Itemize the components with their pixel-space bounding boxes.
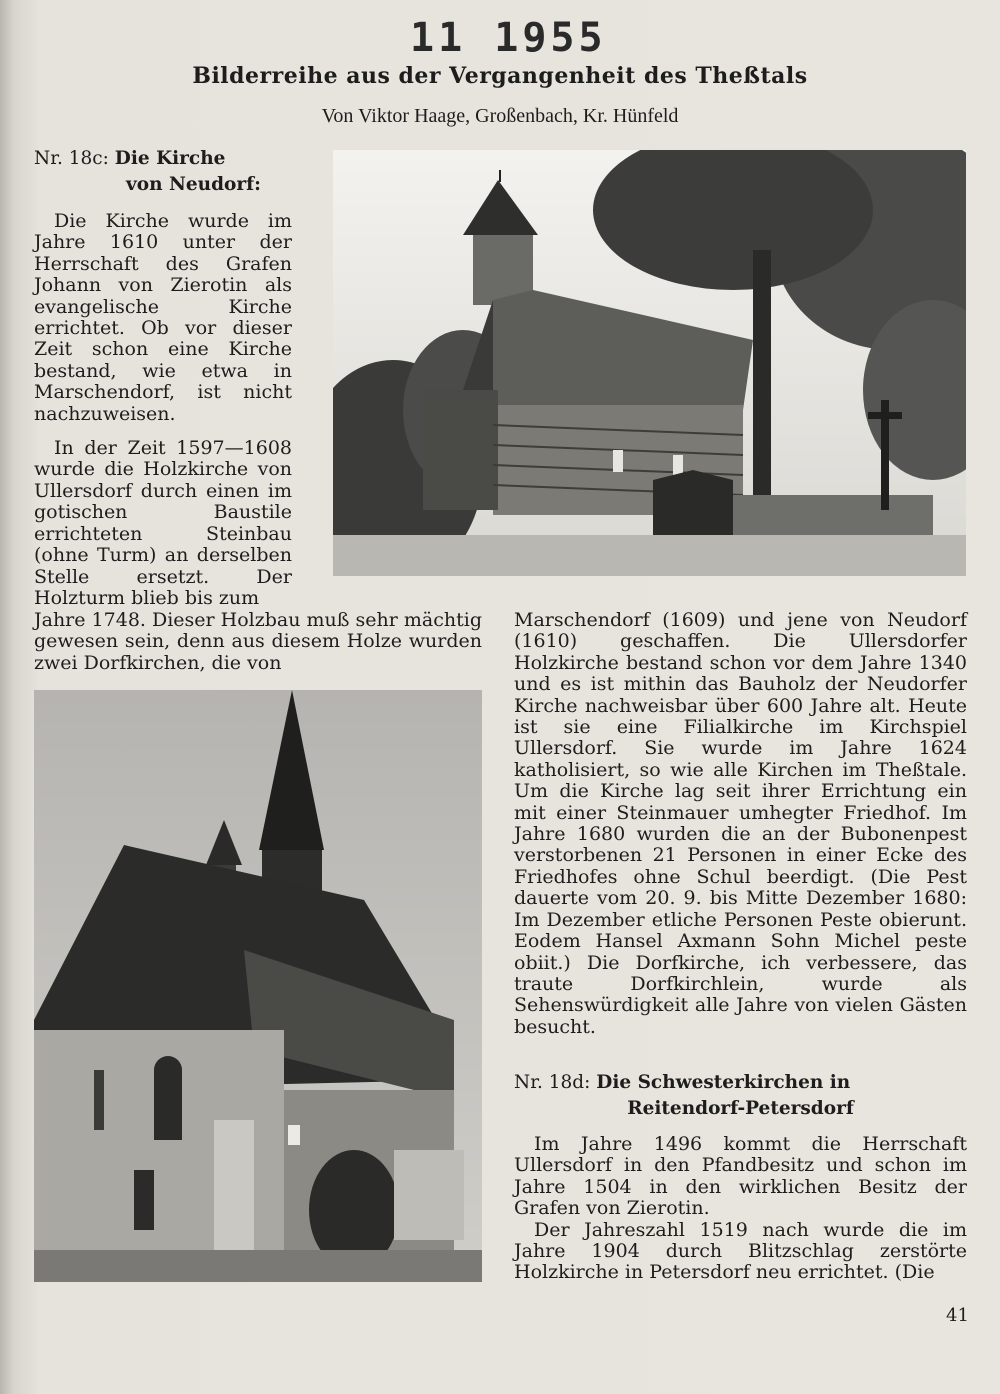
section-label: Nr. 18c: <box>34 148 109 169</box>
section-18c-intro <box>34 146 292 609</box>
section-heading-line-1: Die Kirche <box>114 148 226 169</box>
page-title: Bilderreihe aus der Vergangenheit des Theßtals <box>192 63 808 89</box>
page-number: 41 <box>946 1305 969 1326</box>
paragraph: Marschendorf (1609) und jene von Neudorf (1610) geschaffen. Die Ullersdorfer Holzkirche bestand schon vor dem Jahre 1340 und es ist mithin das Bauholz der Neudorfer Kirche nachweisbar über 600 Jahre alt. Heute ist sie eine Filialkirche im Kirchspiel Ullersdorf. Sie wurde im Jahre 1624 katholisiert, so wie alle Kirchen im Theßtale. Um die Kirche lag seit ihrer Errichtung ein mit einer Steinmauer umhegter Friedhof. Im Jahre 1680 wurden die an der Bubonenpest verstorbenen 21 Personen in einer Ecke des Friedhofes ohne Schul beerdigt. (Die Pest dauerte vom 20. 9. bis Mitte Dezember 1680: Im Dezember etliche Personen Peste obierunt. Eodem Hansel Axmann Sohn Michel peste obiit.) Die Dorfkirche, ich verbessere, das traute Dorfkirchlein, wurde als Sehenswürdigkeit alle Jahre von vielen Gästen besucht. <box>514 609 967 1038</box>
section-18c-heading-2 <box>34 172 292 198</box>
section-heading-line-2: von Neudorf: <box>126 174 261 195</box>
paragraph: Die Kirche wurde im Jahre 1610 unter der Herrschaft des Grafen Johann von Zierotin als evangelische Kirche errichtet. Ob vor dieser Zeit schon eine Kirche bestand, wie etwa in Marschendorf, ist nicht nachzuweisen. <box>34 210 292 425</box>
section-18c-heading <box>34 146 292 172</box>
section-label: Nr. 18d: <box>514 1072 591 1093</box>
section-18c-right-column <box>514 610 967 1038</box>
photo-wooden-church-neudorf <box>333 150 966 576</box>
paragraph: Im Jahre 1496 kommt die Herrschaft Ullersdorf in den Pfandbesitz und schon im Jahre 1504 in den wirklichen Besitz der Grafen von Zierotin. <box>514 1133 967 1220</box>
section-heading-line-1: Die Schwesterkirchen in <box>596 1072 851 1093</box>
section-18c-continued <box>34 610 482 674</box>
section-18d-heading-2 <box>514 1096 967 1122</box>
paragraph: Jahre 1748. Dieser Holzbau muß sehr mächtig gewesen sein, denn aus diesem Holze wurden zwei Dorfkirchen, die von <box>34 609 482 674</box>
paragraph: In der Zeit 1597—1608 wurde die Holzkirche von Ullersdorf durch einen im gotischen Baustile errichteten Steinbau (ohne Turm) an derselben Stelle ersetzt. Der Holzturm blieb bis zum <box>34 437 292 609</box>
author-byline: Von Viktor Haage, Großenbach, Kr. Hünfeld <box>321 105 679 127</box>
section-18d-heading <box>514 1070 967 1096</box>
section-18d <box>514 1070 967 1284</box>
paragraph: Der Jahreszahl 1519 nach wurde die im Jahre 1904 durch Blitzschlag zerstörte Holzkirche in Petersdorf neu errichtet. (Die <box>514 1218 967 1284</box>
section-heading-line-2: Reitendorf-Petersdorf <box>627 1098 854 1119</box>
photo-stone-church-ullersdorf <box>34 690 482 1282</box>
archive-date-stamp: 11 1955 <box>410 15 607 61</box>
